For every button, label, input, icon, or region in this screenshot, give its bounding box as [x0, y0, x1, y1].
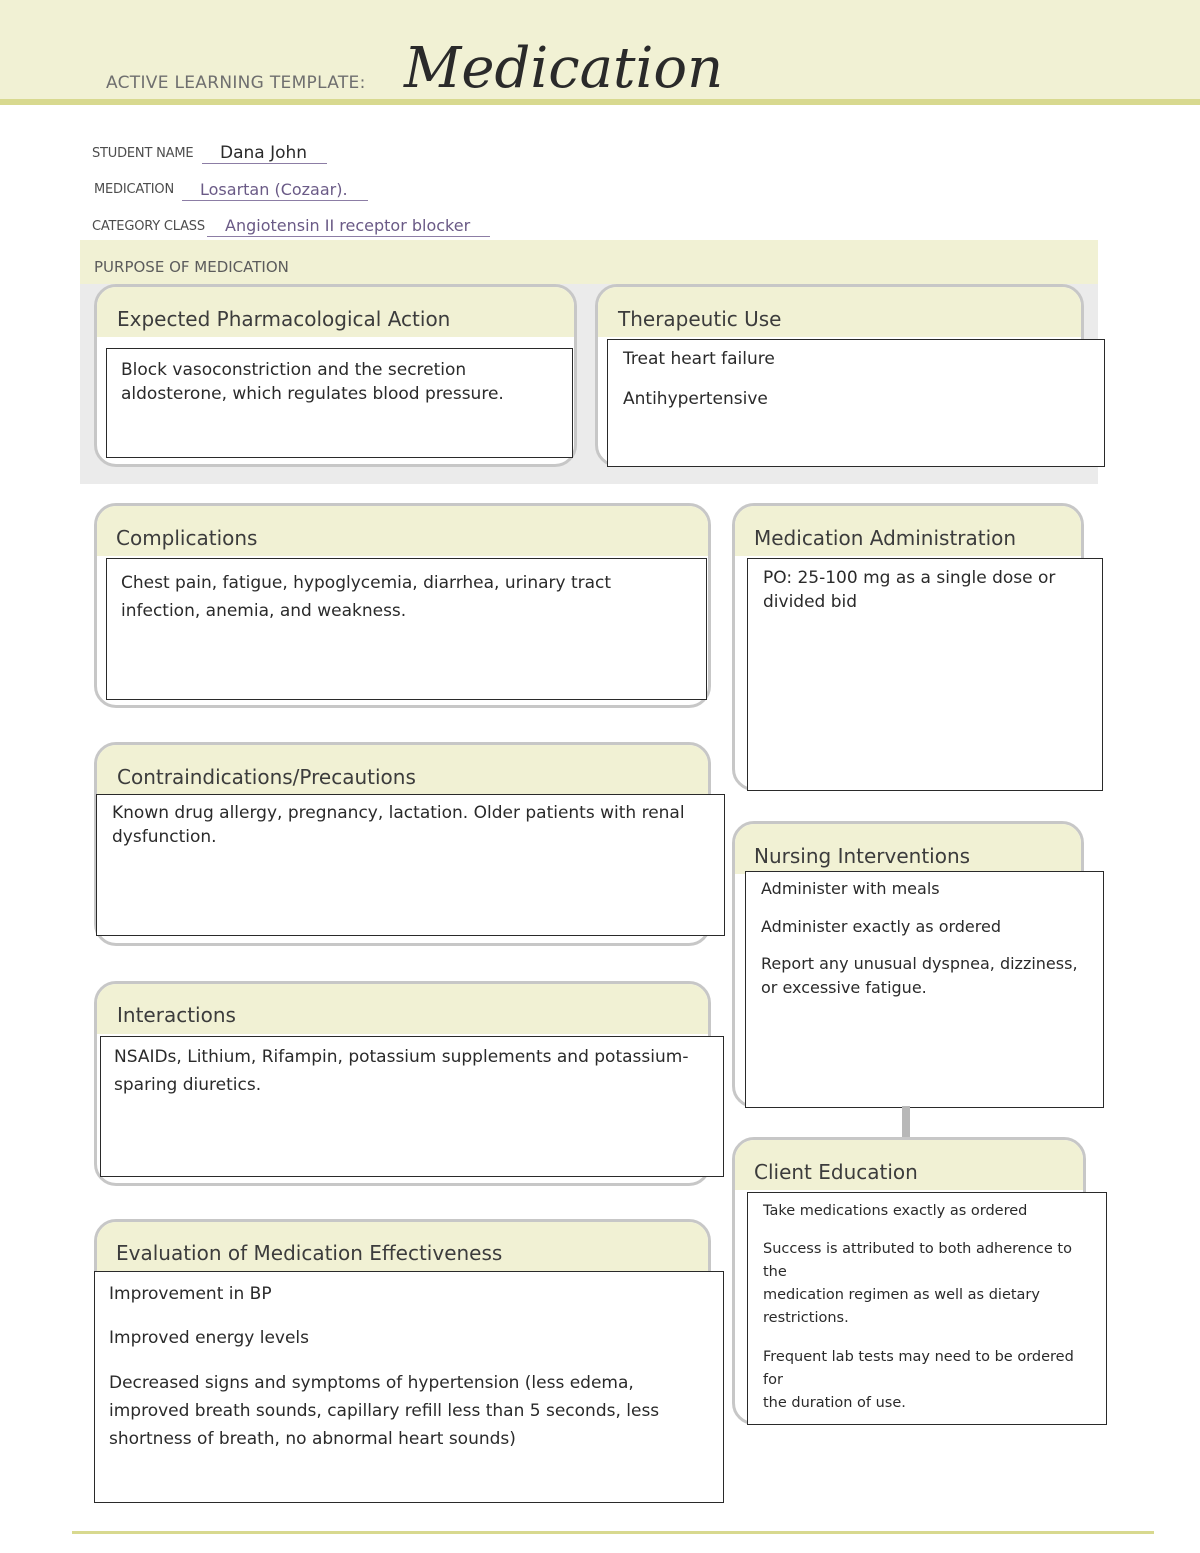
- therapeutic-use-title: Therapeutic Use: [618, 307, 782, 331]
- category-class-field[interactable]: Angiotensin II receptor blocker: [207, 216, 490, 237]
- nursing-item: or excessive fatigue.: [761, 978, 927, 997]
- purpose-label: PURPOSE OF MEDICATION: [94, 258, 289, 276]
- page-title: Medication: [404, 36, 724, 101]
- student-name-label: STUDENT NAME: [92, 146, 194, 161]
- therapeutic-use-box[interactable]: [607, 339, 1105, 467]
- evaluation-item: Improved energy levels: [109, 1328, 310, 1348]
- evaluation-item: Improvement in BP: [109, 1284, 272, 1304]
- interactions-title: Interactions: [117, 1003, 236, 1027]
- administration-box[interactable]: [747, 558, 1103, 791]
- complications-line: infection, anemia, and weakness.: [121, 601, 407, 621]
- pharm-action-box[interactable]: [106, 348, 573, 458]
- nursing-interventions-box[interactable]: [745, 871, 1104, 1108]
- contraindications-box[interactable]: [96, 794, 725, 936]
- nursing-item: Administer with meals: [761, 879, 940, 898]
- category-class-label: CATEGORY CLASS: [92, 219, 205, 234]
- contraindications-title: Contraindications/Precautions: [117, 765, 416, 789]
- medication-field[interactable]: Losartan (Cozaar).: [182, 180, 368, 201]
- pharm-action-title: Expected Pharmacological Action: [117, 307, 451, 331]
- pharm-action-line: Block vasoconstriction and the secretion: [121, 360, 467, 380]
- client-education-item: Frequent lab tests may need to be ordered for: [763, 1349, 1074, 1388]
- therapeutic-use-item: Antihypertensive: [623, 389, 768, 409]
- student-name-field[interactable]: Dana John: [202, 143, 327, 164]
- evaluation-item: improved breath sounds, capillary refill less than 5 seconds, less: [109, 1401, 660, 1421]
- client-education-item: Take medications exactly as ordered: [763, 1203, 1028, 1219]
- nursing-item: Administer exactly as ordered: [761, 917, 1001, 936]
- complications-title: Complications: [116, 526, 258, 550]
- client-education-item: medication regimen as well as dietary: [763, 1287, 1040, 1303]
- evaluation-box[interactable]: [94, 1271, 724, 1503]
- complications-box[interactable]: [106, 558, 707, 700]
- connector-bar: [902, 1106, 910, 1140]
- medication-label: MEDICATION: [94, 182, 174, 197]
- evaluation-item: Decreased signs and symptoms of hypertension (less edema,: [109, 1373, 634, 1393]
- nursing-interventions-title: Nursing Interventions: [754, 844, 971, 868]
- footer-rule: [72, 1531, 1154, 1534]
- administration-title: Medication Administration: [754, 526, 1017, 550]
- evaluation-item: shortness of breath, no abnormal heart sounds): [109, 1429, 516, 1449]
- administration-line: PO: 25-100 mg as a single dose or: [763, 568, 1056, 588]
- template-label: ACTIVE LEARNING TEMPLATE:: [106, 73, 366, 93]
- pharm-action-line: aldosterone, which regulates blood pressure.: [121, 384, 504, 404]
- client-education-item: the duration of use.: [763, 1395, 906, 1411]
- complications-line: Chest pain, fatigue, hypoglycemia, diarrhea, urinary tract: [121, 573, 612, 593]
- client-education-box[interactable]: [747, 1192, 1107, 1425]
- nursing-item: Report any unusual dyspnea, dizziness,: [761, 954, 1078, 973]
- client-education-item: restrictions.: [763, 1310, 849, 1326]
- client-education-item: Success is attributed to both adherence to the: [763, 1241, 1072, 1280]
- contraindications-line: Known drug allergy, pregnancy, lactation. Older patients with renal: [112, 803, 685, 823]
- interactions-box[interactable]: [100, 1036, 724, 1177]
- interactions-line: NSAIDs, Lithium, Rifampin, potassium supplements and potassium-: [114, 1047, 689, 1067]
- interactions-line: sparing diuretics.: [114, 1075, 262, 1095]
- administration-line: divided bid: [763, 592, 858, 612]
- contraindications-line: dysfunction.: [112, 827, 217, 847]
- evaluation-title: Evaluation of Medication Effectiveness: [116, 1241, 503, 1265]
- client-education-title: Client Education: [754, 1160, 918, 1184]
- therapeutic-use-item: Treat heart failure: [623, 349, 775, 369]
